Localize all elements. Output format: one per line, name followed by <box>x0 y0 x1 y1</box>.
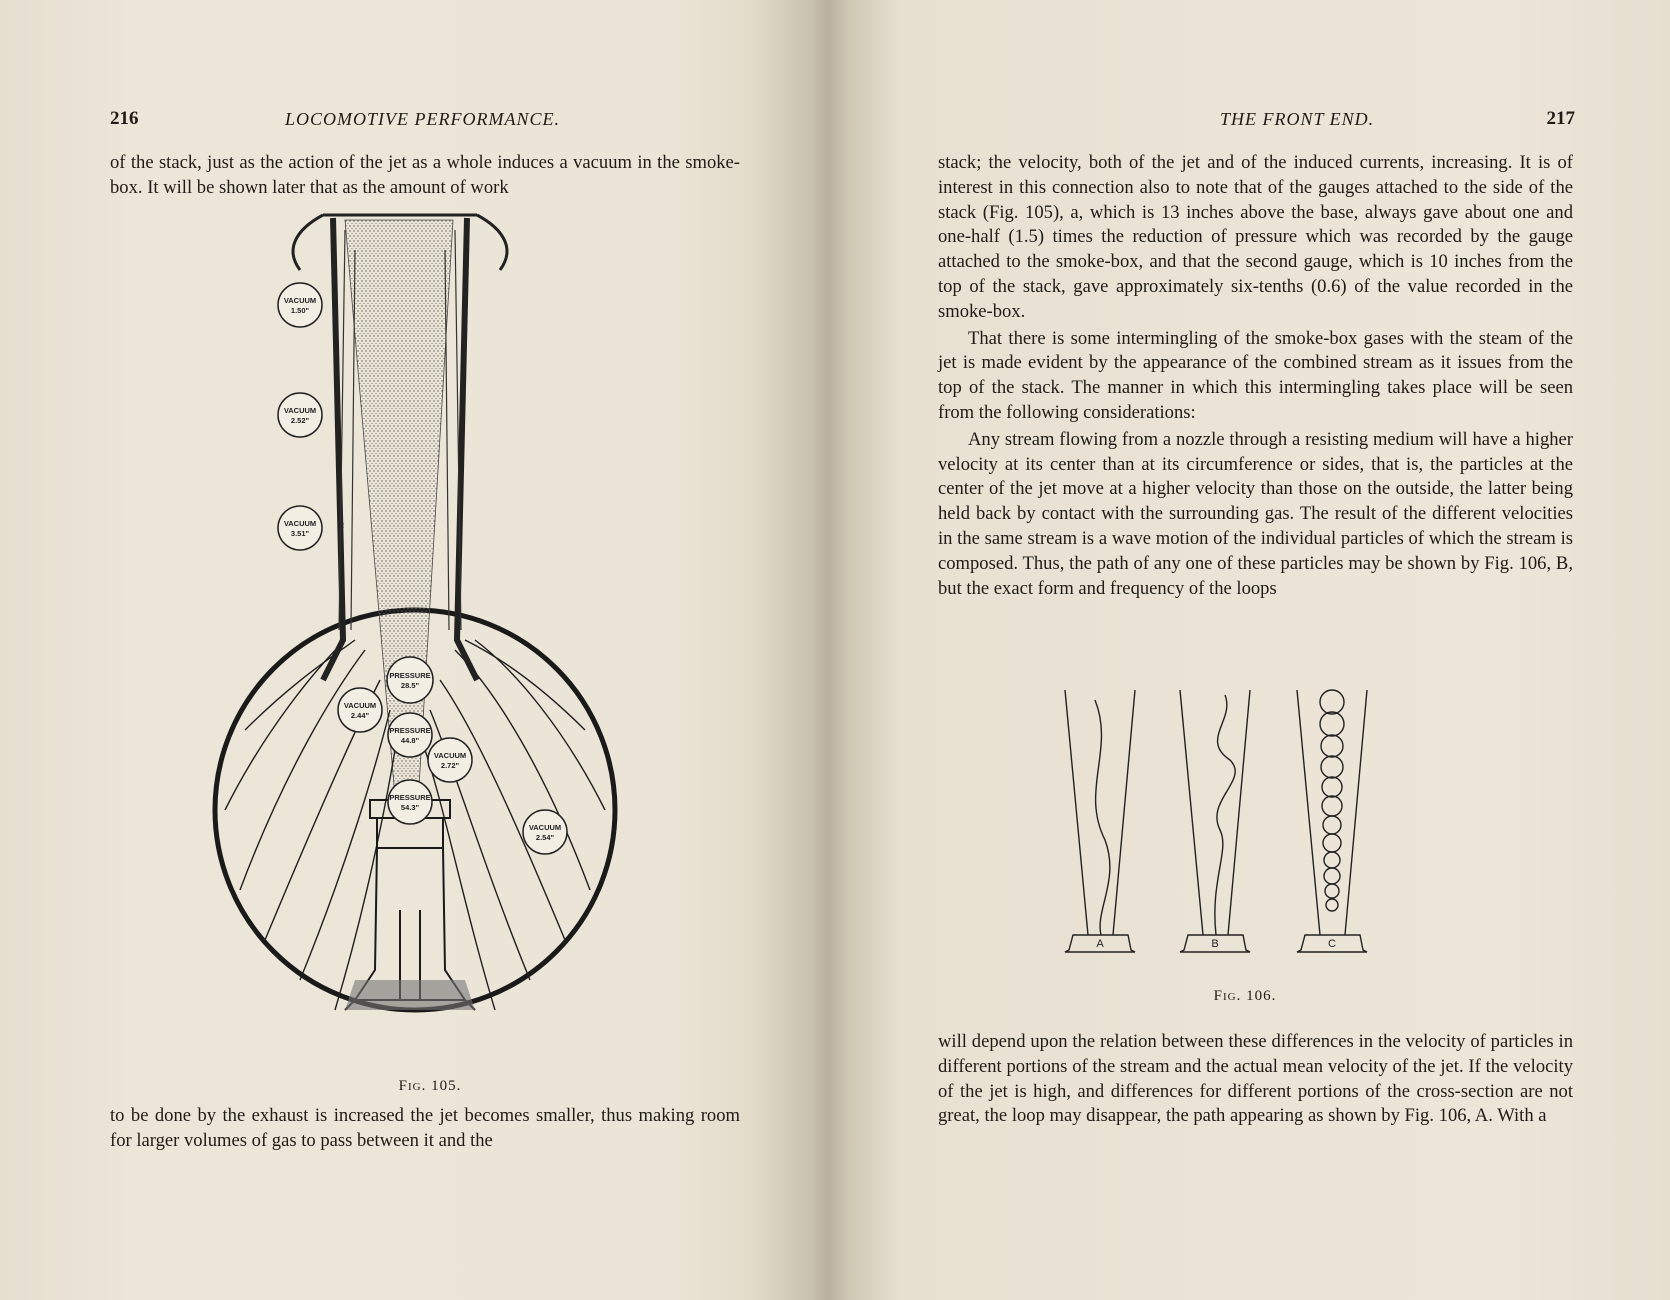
paragraph-4: will depend upon the relation between these differences in the velocity of particles in different portions of the stream and the actual mean velocity of the jet. If the velocity of the jet is high, and differences for different portions of the cross-section are not great, the loop may disappear, the path appearing as shown by Fig. 106, A. With a <box>938 1031 1573 1127</box>
gauge-2 <box>278 393 322 437</box>
figure-106-particle-paths <box>1025 680 1465 980</box>
figure-105-caption: Fig. 105. <box>398 1078 462 1094</box>
svg-text:1.50": 1.50" <box>290 306 310 315</box>
svg-text:2.52": 2.52" <box>290 416 310 425</box>
gauge-5 <box>338 688 382 732</box>
right-text-lower <box>938 1030 1573 1129</box>
right-running-head <box>940 106 1575 132</box>
svg-text:VACUUM: VACUUM <box>528 823 562 832</box>
figure-106-caption: Fig. 106. <box>1213 988 1277 1004</box>
svg-text:VACUUM: VACUUM <box>283 406 317 415</box>
svg-text:2.54": 2.54" <box>535 833 555 842</box>
svg-text:2.72": 2.72" <box>440 761 460 770</box>
gauge-8 <box>388 780 432 824</box>
right-running-title: THE FRONT END. <box>1220 109 1375 129</box>
svg-text:B: B <box>1211 938 1219 950</box>
figure-105-stack-diagram <box>205 210 625 1070</box>
left-text-top: of the stack, just as the action of the jet as a whole induces a vacuum in the smoke-box. It will be shown later that as the amount of work <box>110 152 740 198</box>
gauge-9 <box>523 810 567 854</box>
gauge-4 <box>387 657 433 703</box>
svg-text:VACUUM: VACUUM <box>343 701 377 710</box>
gauge-label-a: a <box>338 519 345 531</box>
stack-wall-left <box>323 218 343 680</box>
svg-text:28.5": 28.5" <box>400 681 420 690</box>
svg-text:PRESSURE: PRESSURE <box>389 726 431 735</box>
fig-106-b <box>1180 690 1250 952</box>
left-page-number: 216 <box>110 108 139 129</box>
left-page <box>0 0 825 1300</box>
paragraph-3: Any stream flowing from a nozzle through a resisting medium will have a higher velocity at its center than at its circumference or sides, that is, the particles at the center of the jet move at a higher velocity than those on the outside, the latter being held back by contact with the surrounding gas. The result of the different velocities in the same stream is a wave motion of the individual particles of which the stream is composed. Thus, the path of any one of these particles may be shown by Fig. 106, B, but the exact form and frequency of the loops <box>938 428 1573 599</box>
gauge-6 <box>388 713 432 757</box>
fig-106-c <box>1297 690 1367 952</box>
svg-text:C: C <box>1328 938 1336 950</box>
left-running-title: LOCOMOTIVE PERFORMANCE. <box>285 109 560 129</box>
svg-text:VACUUM: VACUUM <box>433 751 467 760</box>
svg-text:54.3": 54.3" <box>400 803 420 812</box>
svg-text:2.44": 2.44" <box>350 711 370 720</box>
paragraph-2: That there is some intermingling of the smoke-box gases with the steam of the jet is made evident by the appearance of the combined stream as it issues from the top of the stack. The manner in which this intermingling takes place will be seen from the following considerations: <box>938 327 1573 423</box>
gauge-7 <box>428 738 472 782</box>
right-text-upper <box>938 151 1573 601</box>
left-running-head <box>110 106 740 132</box>
fig-106-a <box>1065 690 1135 952</box>
right-page-number: 217 <box>1546 108 1575 129</box>
svg-text:44.8": 44.8" <box>400 736 420 745</box>
svg-text:A: A <box>1096 938 1104 950</box>
svg-text:PRESSURE: PRESSURE <box>389 793 431 802</box>
svg-text:VACUUM: VACUUM <box>283 296 317 305</box>
svg-text:PRESSURE: PRESSURE <box>389 671 431 680</box>
gauge-3 <box>278 506 322 550</box>
stack-wall-right <box>457 218 477 680</box>
paragraph-1: stack; the velocity, both of the jet and of the induced currents, increasing. It is of interest in this connection also to note that of the gauges attached to the side of the stack (Fig. 105), a, which is 13 inches above the base, always gave about one and one-half (1.5) times the reduction of pressure which was recorded by the gauge attached to the smoke-box, and that the second gauge, which is 10 inches from the top of the stack, gave approximately six-tenths (0.6) of the value recorded in the smoke-box. <box>938 152 1573 322</box>
svg-text:VACUUM: VACUUM <box>283 519 317 528</box>
gauge-1 <box>278 283 322 327</box>
left-text-bottom: to be done by the exhaust is increased the jet becomes smaller, thus making room for larger volumes of gas to pass between it and the <box>110 1105 740 1151</box>
right-page <box>830 0 1670 1300</box>
svg-text:3.51": 3.51" <box>290 529 310 538</box>
